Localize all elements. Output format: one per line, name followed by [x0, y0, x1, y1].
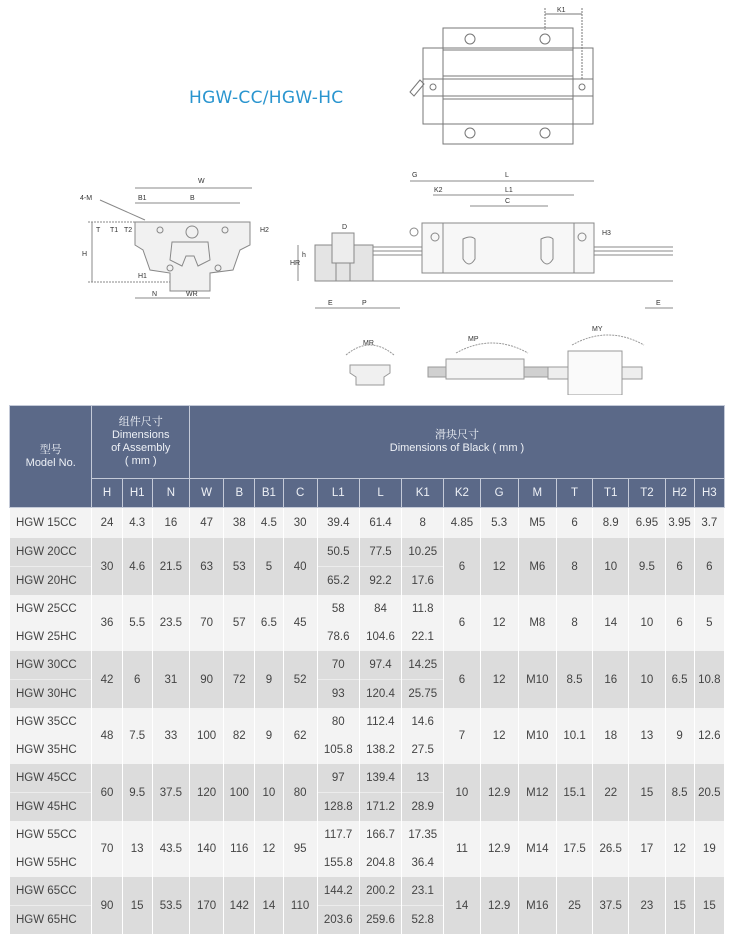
cell-h2: 12	[665, 821, 694, 877]
dimension-spec-table	[9, 405, 725, 934]
table-row	[10, 877, 725, 906]
cell-l: 259.6	[359, 906, 401, 935]
cell-h1: 4.3	[122, 508, 152, 539]
cell-k1: 13	[402, 764, 444, 793]
cell-l1: 117.7	[317, 821, 359, 849]
label-h: H	[82, 251, 88, 258]
col-h1: H1	[122, 479, 152, 508]
col-h2: H2	[665, 479, 694, 508]
label-b1: B1	[138, 195, 147, 202]
cell-c: 110	[283, 877, 317, 934]
col-b: B	[224, 479, 255, 508]
cell-w: 120	[190, 764, 224, 821]
cell-k2: 7	[444, 708, 480, 764]
cell-t: 15.1	[556, 764, 592, 821]
model-cell: HGW 45HC	[10, 793, 92, 822]
cell-h3: 19	[694, 821, 724, 877]
cell-l1: 65.2	[317, 567, 359, 596]
table-row	[10, 595, 725, 623]
cell-c: 52	[283, 651, 317, 708]
cell-h3: 20.5	[694, 764, 724, 821]
cell-l1: 128.8	[317, 793, 359, 822]
cell-h2: 6	[665, 595, 694, 651]
label-l1: L1	[505, 187, 513, 194]
cell-g: 12.9	[480, 821, 518, 877]
cell-b1: 9	[255, 708, 283, 764]
cell-t1: 18	[593, 708, 629, 764]
cell-k1: 25.75	[402, 680, 444, 709]
cell-k2: 10	[444, 764, 480, 821]
cell-w: 63	[190, 538, 224, 595]
cell-m: M10	[518, 651, 556, 708]
cell-k2: 6	[444, 538, 480, 595]
cell-b1: 12	[255, 821, 283, 877]
cell-t1: 22	[593, 764, 629, 821]
label-d: D	[342, 224, 348, 231]
cell-h2: 15	[665, 877, 694, 934]
cell-h1: 7.5	[122, 708, 152, 764]
cell-l1: 50.5	[317, 538, 359, 567]
cell-g: 12.9	[480, 877, 518, 934]
label-h-small: h	[302, 252, 306, 259]
cell-h1: 15	[122, 877, 152, 934]
cell-h2: 8.5	[665, 764, 694, 821]
label-wr: WR	[186, 291, 198, 298]
label-k1: K1	[557, 7, 566, 14]
cell-l1: 58	[317, 595, 359, 623]
cell-b1: 4.5	[255, 508, 283, 539]
cell-t: 25	[556, 877, 592, 934]
cell-t1: 8.9	[593, 508, 629, 539]
cell-n: 33	[152, 708, 189, 764]
cell-h3: 3.7	[694, 508, 724, 539]
cell-l1: 78.6	[317, 623, 359, 651]
cell-h1: 4.6	[122, 538, 152, 595]
cell-t: 8	[556, 595, 592, 651]
cell-w: 140	[190, 821, 224, 877]
cell-t1: 16	[593, 651, 629, 708]
cell-t2: 15	[629, 764, 665, 821]
label-4m: 4-M	[80, 195, 93, 202]
col-t1: T1	[593, 479, 629, 508]
cell-l: 61.4	[359, 508, 401, 539]
model-cell: HGW 30HC	[10, 680, 92, 709]
cell-n: 43.5	[152, 821, 189, 877]
cell-h3: 5	[694, 595, 724, 651]
cell-h: 42	[92, 651, 122, 708]
model-cell: HGW 35CC	[10, 708, 92, 736]
cell-k2: 6	[444, 651, 480, 708]
cell-h3: 12.6	[694, 708, 724, 764]
cell-l1: 93	[317, 680, 359, 709]
label-t1: T1	[110, 227, 119, 234]
cell-w: 170	[190, 877, 224, 934]
cell-h: 24	[92, 508, 122, 539]
cell-b: 100	[224, 764, 255, 821]
cell-h: 70	[92, 821, 122, 877]
moment-label-mr: MR	[363, 340, 374, 347]
col-l: L	[359, 479, 401, 508]
cell-k1: 8	[402, 508, 444, 539]
block-header-cn: 滑块尺寸	[435, 429, 479, 441]
cell-k1: 14.6	[402, 708, 444, 736]
label-h1: H1	[138, 273, 147, 280]
model-cell: HGW 25HC	[10, 623, 92, 651]
cell-n: 16	[152, 508, 189, 539]
table-row	[10, 538, 725, 567]
cell-t: 17.5	[556, 821, 592, 877]
label-w: W	[198, 178, 205, 185]
cell-m: M14	[518, 821, 556, 877]
label-p: P	[362, 300, 367, 307]
cell-l1: 70	[317, 651, 359, 680]
cell-g: 12.9	[480, 764, 518, 821]
model-cell: HGW 65CC	[10, 877, 92, 906]
assembly-header-unit: ( mm )	[124, 455, 157, 467]
cell-g: 12	[480, 595, 518, 651]
cell-t2: 10	[629, 651, 665, 708]
cell-h1: 6	[122, 651, 152, 708]
label-g: G	[412, 172, 418, 179]
model-cell: HGW 55CC	[10, 821, 92, 849]
model-no-header-cn: 型号	[39, 443, 62, 456]
cell-t1: 14	[593, 595, 629, 651]
col-l1: L1	[317, 479, 359, 508]
cell-w: 90	[190, 651, 224, 708]
front-view-drawing	[70, 170, 290, 310]
cell-b: 116	[224, 821, 255, 877]
label-n: N	[152, 291, 158, 298]
label-t2: T2	[124, 227, 133, 234]
cell-w: 100	[190, 708, 224, 764]
cell-l: 166.7	[359, 821, 401, 849]
cell-t1: 26.5	[593, 821, 629, 877]
cell-g: 12	[480, 538, 518, 595]
cell-w: 47	[190, 508, 224, 539]
block-dimensions-header	[190, 406, 725, 479]
cell-k1: 10.25	[402, 538, 444, 567]
cell-b1: 9	[255, 651, 283, 708]
label-e-right: E	[656, 300, 661, 307]
model-cell: HGW 20HC	[10, 567, 92, 596]
cell-k1: 11.8	[402, 595, 444, 623]
col-c: C	[283, 479, 317, 508]
cell-t2: 13	[629, 708, 665, 764]
cell-w: 70	[190, 595, 224, 651]
label-hr: HR	[290, 260, 301, 267]
cell-k1: 36.4	[402, 849, 444, 877]
cell-k1: 17.6	[402, 567, 444, 596]
cell-l: 112.4	[359, 708, 401, 736]
cell-g: 5.3	[480, 508, 518, 539]
cell-l: 97.4	[359, 651, 401, 680]
assembly-header-cn: 组件尺寸	[118, 416, 163, 428]
label-c: C	[505, 198, 511, 205]
cell-n: 31	[152, 651, 189, 708]
cell-t: 10.1	[556, 708, 592, 764]
cell-c: 30	[283, 508, 317, 539]
cell-h3: 10.8	[694, 651, 724, 708]
cell-c: 40	[283, 538, 317, 595]
cell-b1: 6.5	[255, 595, 283, 651]
cell-n: 23.5	[152, 595, 189, 651]
cell-m: M5	[518, 508, 556, 539]
moment-label-mp: MP	[468, 336, 479, 343]
cell-l: 120.4	[359, 680, 401, 709]
cell-h2: 6	[665, 538, 694, 595]
cell-l: 104.6	[359, 623, 401, 651]
cell-h3: 15	[694, 877, 724, 934]
cell-l: 84	[359, 595, 401, 623]
col-w: W	[190, 479, 224, 508]
col-b1: B1	[255, 479, 283, 508]
cell-h: 60	[92, 764, 122, 821]
cell-t2: 23	[629, 877, 665, 934]
cell-t: 8.5	[556, 651, 592, 708]
col-h: H	[92, 479, 122, 508]
col-n: N	[152, 479, 189, 508]
model-cell: HGW 45CC	[10, 764, 92, 793]
label-k2: K2	[434, 187, 443, 194]
cell-l1: 39.4	[317, 508, 359, 539]
model-cell: HGW 15CC	[10, 508, 92, 539]
cell-k2: 14	[444, 877, 480, 934]
cell-m: M12	[518, 764, 556, 821]
cell-t1: 10	[593, 538, 629, 595]
cell-c: 45	[283, 595, 317, 651]
cell-b1: 14	[255, 877, 283, 934]
side-view-drawing	[290, 165, 690, 315]
cell-h1: 13	[122, 821, 152, 877]
model-cell: HGW 35HC	[10, 736, 92, 764]
cell-l1: 105.8	[317, 736, 359, 764]
cell-g: 12	[480, 651, 518, 708]
cell-k1: 22.1	[402, 623, 444, 651]
cell-l: 92.2	[359, 567, 401, 596]
assembly-header-en1: Dimensions	[111, 429, 170, 441]
cell-h1: 9.5	[122, 764, 152, 821]
cell-n: 21.5	[152, 538, 189, 595]
col-t2: T2	[629, 479, 665, 508]
cell-m: M6	[518, 538, 556, 595]
cell-b: 38	[224, 508, 255, 539]
cell-l1: 144.2	[317, 877, 359, 906]
model-cell: HGW 20CC	[10, 538, 92, 567]
cell-n: 37.5	[152, 764, 189, 821]
table-row	[10, 821, 725, 849]
cell-m: M8	[518, 595, 556, 651]
cell-t2: 10	[629, 595, 665, 651]
column-header-row	[10, 479, 725, 508]
col-t: T	[556, 479, 592, 508]
cell-g: 12	[480, 708, 518, 764]
cell-h2: 9	[665, 708, 694, 764]
cell-l: 77.5	[359, 538, 401, 567]
cell-h: 30	[92, 538, 122, 595]
model-cell: HGW 25CC	[10, 595, 92, 623]
cell-l: 138.2	[359, 736, 401, 764]
moment-diagrams	[330, 315, 650, 395]
col-g: G	[480, 479, 518, 508]
col-k1: K1	[402, 479, 444, 508]
assembly-dimensions-header	[92, 406, 190, 479]
cell-n: 53.5	[152, 877, 189, 934]
cell-c: 95	[283, 821, 317, 877]
cell-t2: 17	[629, 821, 665, 877]
model-no-header	[10, 406, 92, 508]
cell-b: 53	[224, 538, 255, 595]
table-row	[10, 764, 725, 793]
model-no-header-en: Model No.	[25, 456, 76, 469]
cell-h: 36	[92, 595, 122, 651]
cell-t2: 9.5	[629, 538, 665, 595]
cell-h2: 3.95	[665, 508, 694, 539]
assembly-header-en2: of Assembly	[111, 442, 171, 454]
label-b: B	[190, 195, 195, 202]
cell-k1: 28.9	[402, 793, 444, 822]
cell-c: 62	[283, 708, 317, 764]
cell-l: 171.2	[359, 793, 401, 822]
cell-l: 200.2	[359, 877, 401, 906]
table-row	[10, 708, 725, 736]
cell-k1: 14.25	[402, 651, 444, 680]
col-m: M	[518, 479, 556, 508]
col-h3: H3	[694, 479, 724, 508]
label-h3: H3	[602, 230, 611, 237]
cell-t: 8	[556, 538, 592, 595]
cell-l1: 80	[317, 708, 359, 736]
cell-b: 57	[224, 595, 255, 651]
cell-b: 82	[224, 708, 255, 764]
cell-m: M10	[518, 708, 556, 764]
cell-k2: 11	[444, 821, 480, 877]
cell-l1: 155.8	[317, 849, 359, 877]
cell-k1: 17.35	[402, 821, 444, 849]
cell-l1: 97	[317, 764, 359, 793]
table-row	[10, 508, 725, 539]
cell-k1: 27.5	[402, 736, 444, 764]
label-h2: H2	[260, 227, 269, 234]
product-series-title: HGW-CC/HGW-HC	[189, 88, 344, 108]
moment-label-my: MY	[592, 326, 603, 333]
cell-h: 90	[92, 877, 122, 934]
cell-b1: 5	[255, 538, 283, 595]
model-cell: HGW 55HC	[10, 849, 92, 877]
label-e-left: E	[328, 300, 333, 307]
cell-m: M16	[518, 877, 556, 934]
cell-h2: 6.5	[665, 651, 694, 708]
table-row	[10, 651, 725, 680]
cell-b: 72	[224, 651, 255, 708]
block-header-en: Dimensions of Black ( mm )	[389, 442, 525, 454]
cell-h3: 6	[694, 538, 724, 595]
cell-l: 139.4	[359, 764, 401, 793]
cell-t: 6	[556, 508, 592, 539]
cell-k2: 6	[444, 595, 480, 651]
label-l: L	[505, 172, 509, 179]
cell-t1: 37.5	[593, 877, 629, 934]
cell-l1: 203.6	[317, 906, 359, 935]
model-cell: HGW 30CC	[10, 651, 92, 680]
cell-c: 80	[283, 764, 317, 821]
cell-b: 142	[224, 877, 255, 934]
cell-l: 204.8	[359, 849, 401, 877]
top-view-drawing	[400, 0, 600, 160]
label-t: T	[96, 227, 101, 234]
cell-t2: 6.95	[629, 508, 665, 539]
col-k2: K2	[444, 479, 480, 508]
cell-h: 48	[92, 708, 122, 764]
cell-k1: 23.1	[402, 877, 444, 906]
cell-k2: 4.85	[444, 508, 480, 539]
cell-k1: 52.8	[402, 906, 444, 935]
cell-b1: 10	[255, 764, 283, 821]
cell-h1: 5.5	[122, 595, 152, 651]
model-cell: HGW 65HC	[10, 906, 92, 935]
